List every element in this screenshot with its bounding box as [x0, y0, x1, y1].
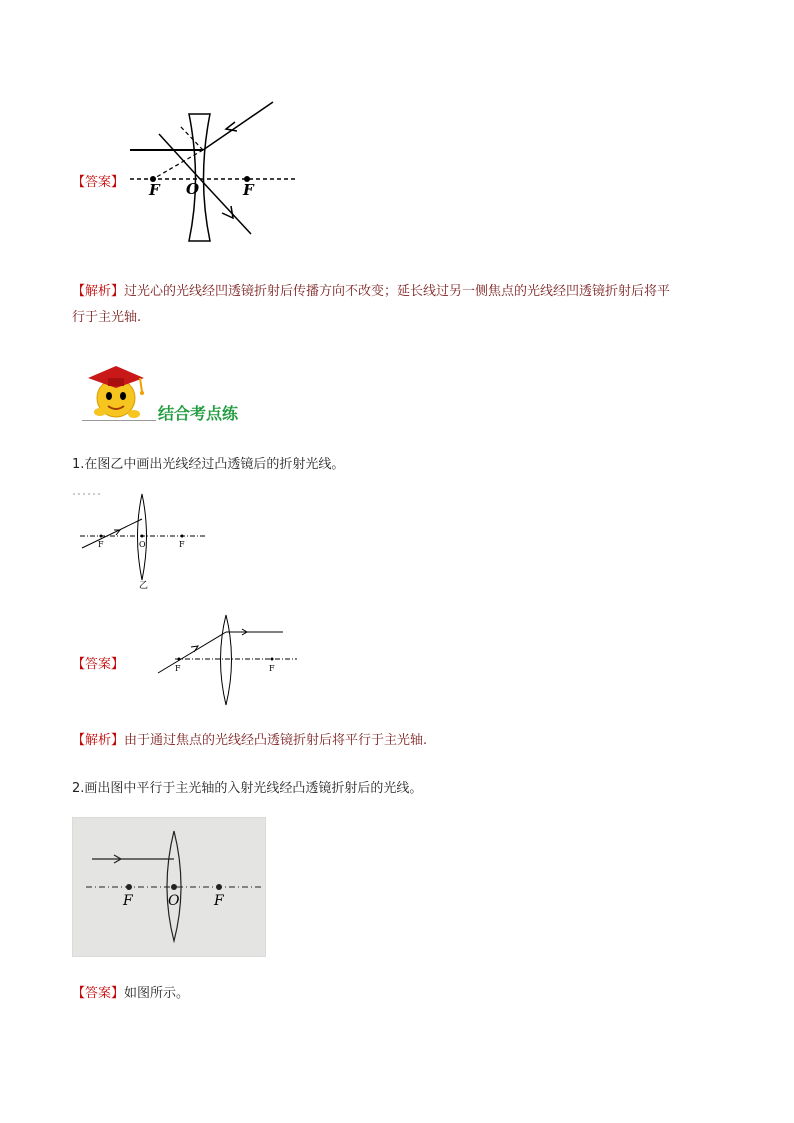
explanation-text-line-1: 过光心的光线经凹透镜折射后传播方向不改变；延长线过另一侧焦点的光线经凹透镜折射后将平	[124, 284, 671, 299]
focus-label-right: F	[243, 181, 254, 199]
explanation-1	[72, 279, 732, 331]
q2-focus-left: F	[123, 893, 133, 909]
q2-focus-right: F	[214, 893, 224, 909]
explanation-text-line-2: 行于主光轴.	[72, 310, 142, 325]
explanation-2-text: 由于通过焦点的光线经凸透镜折射后将平行于主光轴.	[124, 733, 428, 748]
answer-label: 【答案】	[72, 986, 125, 1001]
a2-focus-left: F	[175, 664, 181, 673]
q1-caption: 乙	[139, 581, 149, 590]
center-label: O	[186, 180, 200, 198]
q2-center: O	[168, 893, 180, 909]
explanation-label: 【解析】	[72, 733, 125, 748]
answer-label: 【答案】	[72, 175, 125, 190]
answer-3-text: 如图所示。	[124, 986, 190, 1001]
explanation-2	[72, 728, 427, 754]
section-underline	[82, 420, 156, 421]
question-2-photo-diagram	[72, 817, 266, 957]
a2-focus-right: F	[269, 664, 275, 673]
question-1-text: 1.在图乙中画出光线经过凸透镜后的折射光线。	[72, 457, 345, 472]
q1-focus-right: F	[179, 540, 185, 549]
question-2-text: 2.画出图中平行于主光轴的入射光线经凸透镜折射后的光线。	[72, 781, 423, 796]
answer-3	[72, 982, 189, 1001]
question-1-diagram	[70, 488, 210, 590]
q1-center: O	[139, 540, 146, 549]
answer-2-diagram	[155, 613, 300, 709]
focus-label-left: F	[149, 181, 160, 199]
section-title: 结合考点练	[158, 404, 239, 423]
mascot-icon	[78, 362, 156, 422]
concave-lens-diagram	[125, 98, 300, 248]
answer-label: 【答案】	[72, 657, 125, 672]
explanation-label: 【解析】	[72, 284, 125, 299]
q1-focus-left: F	[98, 540, 104, 549]
